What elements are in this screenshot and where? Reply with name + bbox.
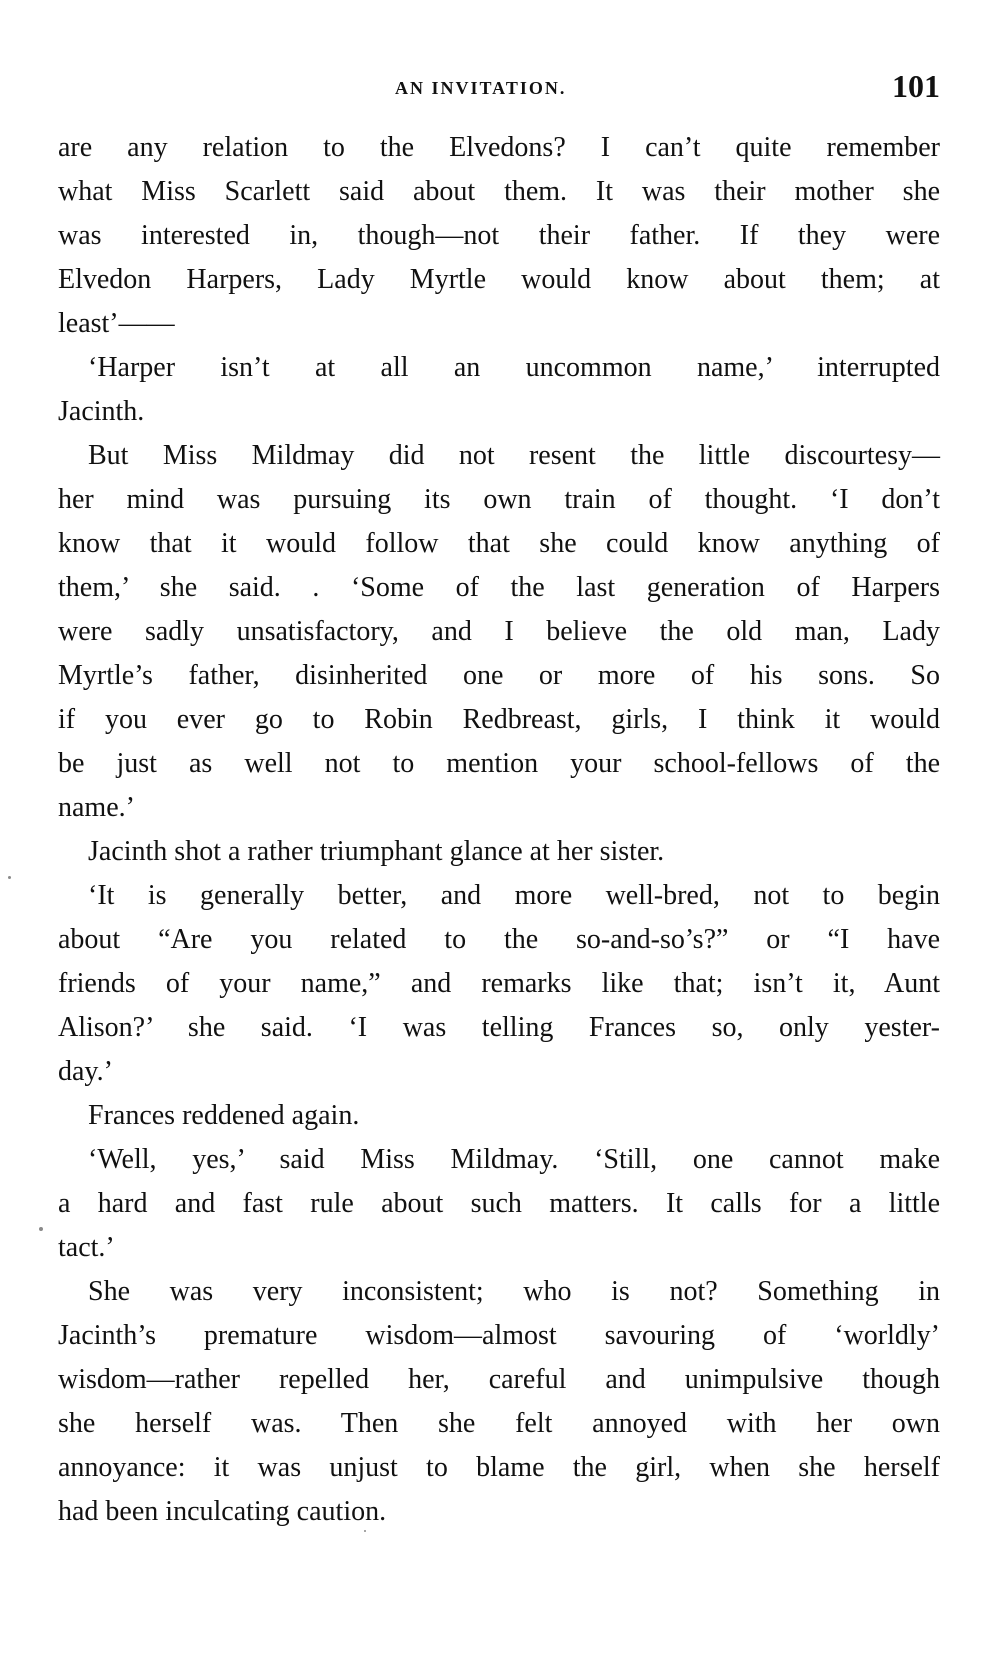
text-line: what Miss Scarlett said about them. It was their mother she — [58, 176, 940, 207]
scan-speck — [39, 1227, 43, 1231]
scan-speck — [8, 876, 11, 879]
paragraph — [58, 1094, 940, 1138]
paragraph — [58, 1138, 940, 1270]
text-line: Frances reddened again. — [88, 1100, 360, 1131]
text-line: Jacinth’s premature wisdom—almost savouring of ‘worldly’ — [58, 1320, 940, 1351]
text-line: are any relation to the Elvedons? I can’t quite remember — [58, 132, 940, 163]
text-line: friends of your name,” and remarks like that; isn’t it, Aunt — [58, 968, 940, 999]
text-line: Elvedon Harpers, Lady Myrtle would know about them; at — [58, 264, 940, 295]
paragraph — [58, 830, 940, 874]
text-line: ‘Well, yes,’ said Miss Mildmay. ‘Still, one cannot make — [88, 1144, 940, 1175]
page-number: 101 — [892, 68, 940, 104]
text-line: about “Are you related to the so-and-so’s?” or “I have — [58, 924, 940, 955]
text-line: day.’ — [58, 1056, 113, 1087]
text-line: Jacinth shot a rather triumphant glance at her sister. — [88, 836, 665, 867]
text-line: name.’ — [58, 792, 135, 823]
text-line: them,’ she said. . ‘Some of the last generation of Harpers — [58, 572, 940, 603]
text-line: She was very inconsistent; who is not? Something in — [88, 1276, 940, 1307]
text-line: Jacinth. — [58, 396, 145, 427]
text-line: Alison?’ she said. ‘I was telling Frances so, only yester- — [58, 1012, 940, 1043]
text-line: Myrtle’s father, disinherited one or more of his sons. So — [58, 660, 940, 691]
body-text — [58, 126, 940, 1534]
running-head — [0, 68, 1000, 108]
paragraph — [58, 874, 940, 1094]
text-line: annoyance: it was unjust to blame the girl, when she herself — [58, 1452, 940, 1483]
paragraph — [58, 346, 940, 434]
scan-speck — [364, 1530, 366, 1532]
running-title: AN INVITATION. — [395, 78, 567, 98]
text-line: least’—— — [58, 308, 175, 339]
text-line: a hard and fast rule about such matters. It calls for a little — [58, 1188, 940, 1219]
paragraph — [58, 1270, 940, 1534]
text-line: know that it would follow that she could know anything of — [58, 528, 940, 559]
text-line: had been inculcating caution. — [58, 1496, 387, 1527]
paragraph — [58, 434, 940, 830]
text-line: were sadly unsatisfactory, and I believe the old man, Lady — [58, 616, 940, 647]
text-line: if you ever go to Robin Redbreast, girls, I think it would — [58, 704, 940, 735]
text-line: ‘It is generally better, and more well-bred, not to begin — [88, 880, 940, 911]
text-line: ‘Harper isn’t at all an uncommon name,’ interrupted — [88, 352, 940, 383]
text-line: But Miss Mildmay did not resent the little discourtesy— — [88, 440, 940, 471]
text-line: be just as well not to mention your school-fellows of the — [58, 748, 940, 779]
text-line: she herself was. Then she felt annoyed with her own — [58, 1408, 940, 1439]
text-line: was interested in, though—not their father. If they were — [58, 220, 940, 251]
text-line: wisdom—rather repelled her, careful and unimpulsive though — [58, 1364, 940, 1395]
text-line: tact.’ — [58, 1232, 115, 1263]
paragraph — [58, 126, 940, 346]
text-line: her mind was pursuing its own train of thought. ‘I don’t — [58, 484, 940, 515]
